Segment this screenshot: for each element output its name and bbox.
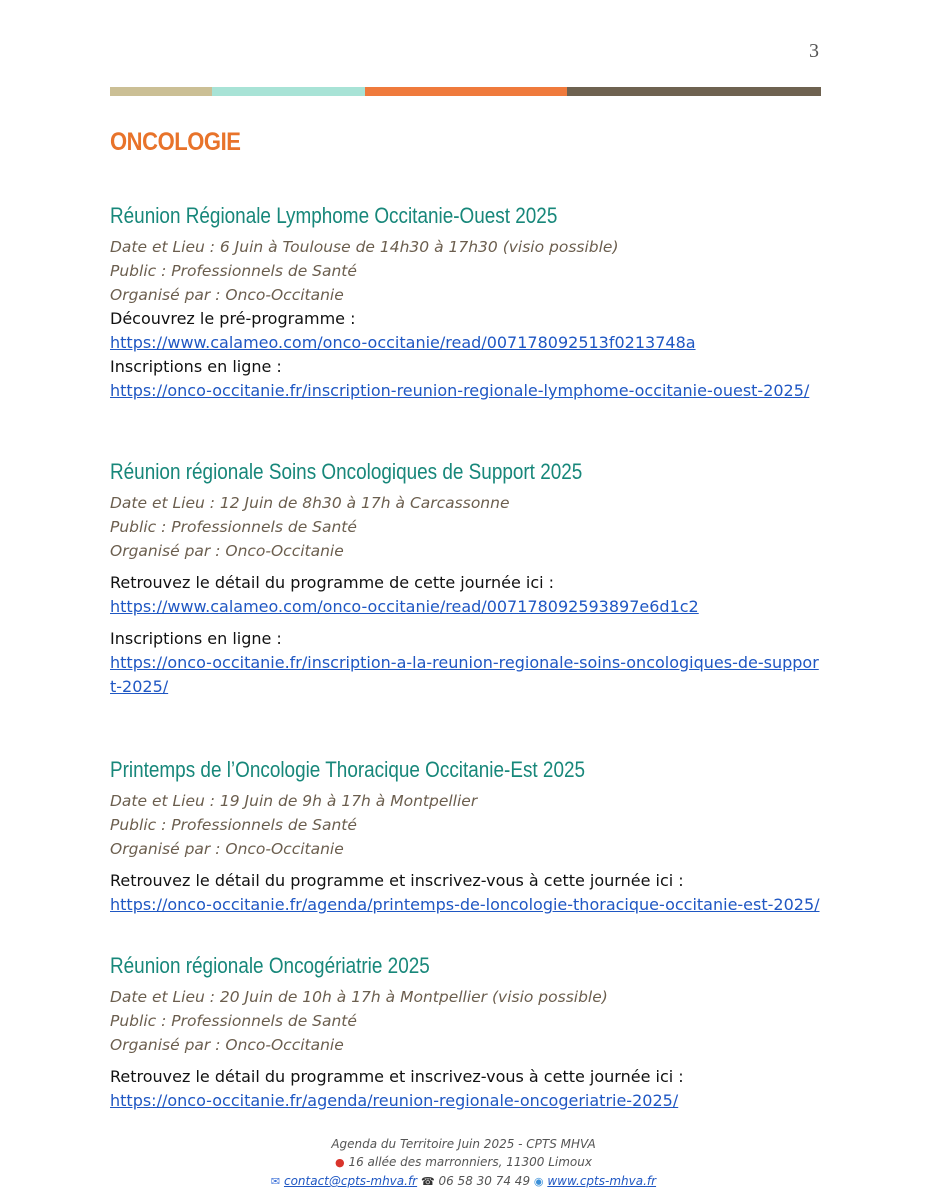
event-public: Public : Professionnels de Santé [110,262,357,280]
event-organizer: Organisé par : Onco-Occitanie [110,286,344,304]
section-title: ONCOLOGIE [110,128,241,156]
event-public: Public : Professionnels de Santé [110,1012,357,1030]
event-text: Retrouvez le détail du programme de cette journée ici : [110,573,555,592]
event-title: Printemps de l’Oncologie Thoracique Occitanie-Est 2025 [110,757,586,782]
event-date: Date et Lieu : 20 Juin de 10h à 17h à Montpellier (visio possible) [110,988,608,1006]
color-bar-segment-3 [365,87,567,96]
color-bar-segment-2 [212,87,365,96]
color-bar-segment-1 [110,87,212,96]
event-date: Date et Lieu : 12 Juin de 8h30 à 17h à Carcassonne [110,494,510,512]
footer-email-link[interactable]: contact@cpts-mhva.fr [283,1174,418,1188]
page-number: 3 [809,40,819,62]
event-public: Public : Professionnels de Santé [110,518,357,536]
color-bar-segment-4 [567,87,821,96]
event-date: Date et Lieu : 6 Juin à Toulouse de 14h30 à 17h30 (visio possible) [110,238,619,256]
event-title: Réunion régionale Oncogériatrie 2025 [110,953,430,978]
event-link[interactable]: https://onco-occitanie.fr/agenda/reunion-regionale-oncogeriatrie-2025/ [110,1091,679,1110]
header-color-bar [110,87,821,96]
event-organizer: Organisé par : Onco-Occitanie [110,542,344,560]
email-icon: ✉ [270,1175,281,1188]
event-link[interactable]: https://www.calameo.com/onco-occitanie/read/007178092593897e6d1c2 [110,597,699,616]
event-text: Découvrez le pré-programme : [110,309,356,328]
footer-contact-line [0,1172,927,1191]
event-organizer: Organisé par : Onco-Occitanie [110,840,344,858]
event-oncogeriatrie [110,953,830,1113]
event-registration-link[interactable]: https://onco-occitanie.fr/inscription-a-la-reunion-regionale-soins-oncologiques-de-support-2025/ [110,653,819,696]
event-title: Réunion Régionale Lymphome Occitanie-Ouest 2025 [110,203,558,228]
footer-title: Agenda du Territoire Juin 2025 - CPTS MHVA [331,1137,596,1151]
phone-icon: ☎ [420,1175,435,1188]
event-link[interactable]: https://onco-occitanie.fr/agenda/printemps-de-loncologie-thoracique-occitanie-est-2025/ [110,895,820,914]
event-text: Inscriptions en ligne : [110,357,282,376]
event-registration-link[interactable]: https://onco-occitanie.fr/inscription-reunion-regionale-lymphome-occitanie-ouest-2025/ [110,381,810,400]
event-soins-support [110,459,830,699]
event-lymphome [110,203,830,403]
footer-phone: 06 58 30 74 49 [438,1174,531,1188]
globe-icon: ◉ [533,1175,544,1188]
event-text: Inscriptions en ligne : [110,629,282,648]
event-text: Retrouvez le détail du programme et inscrivez-vous à cette journée ici : [110,1067,684,1086]
footer-address-line [0,1153,927,1172]
event-organizer: Organisé par : Onco-Occitanie [110,1036,344,1054]
page-footer [0,1135,927,1191]
event-date: Date et Lieu : 19 Juin de 9h à 17h à Montpellier [110,792,478,810]
footer-address: 16 allée des marronniers, 11300 Limoux [348,1155,592,1169]
event-thoracique [110,757,830,917]
footer-website-link[interactable]: www.cpts-mhva.fr [547,1174,657,1188]
event-title: Réunion régionale Soins Oncologiques de Support 2025 [110,459,583,484]
event-link[interactable]: https://www.calameo.com/onco-occitanie/read/007178092513f0213748a [110,333,696,352]
event-text: Retrouvez le détail du programme et inscrivez-vous à cette journée ici : [110,871,684,890]
event-public: Public : Professionnels de Santé [110,816,357,834]
pin-icon: ● [335,1156,345,1169]
